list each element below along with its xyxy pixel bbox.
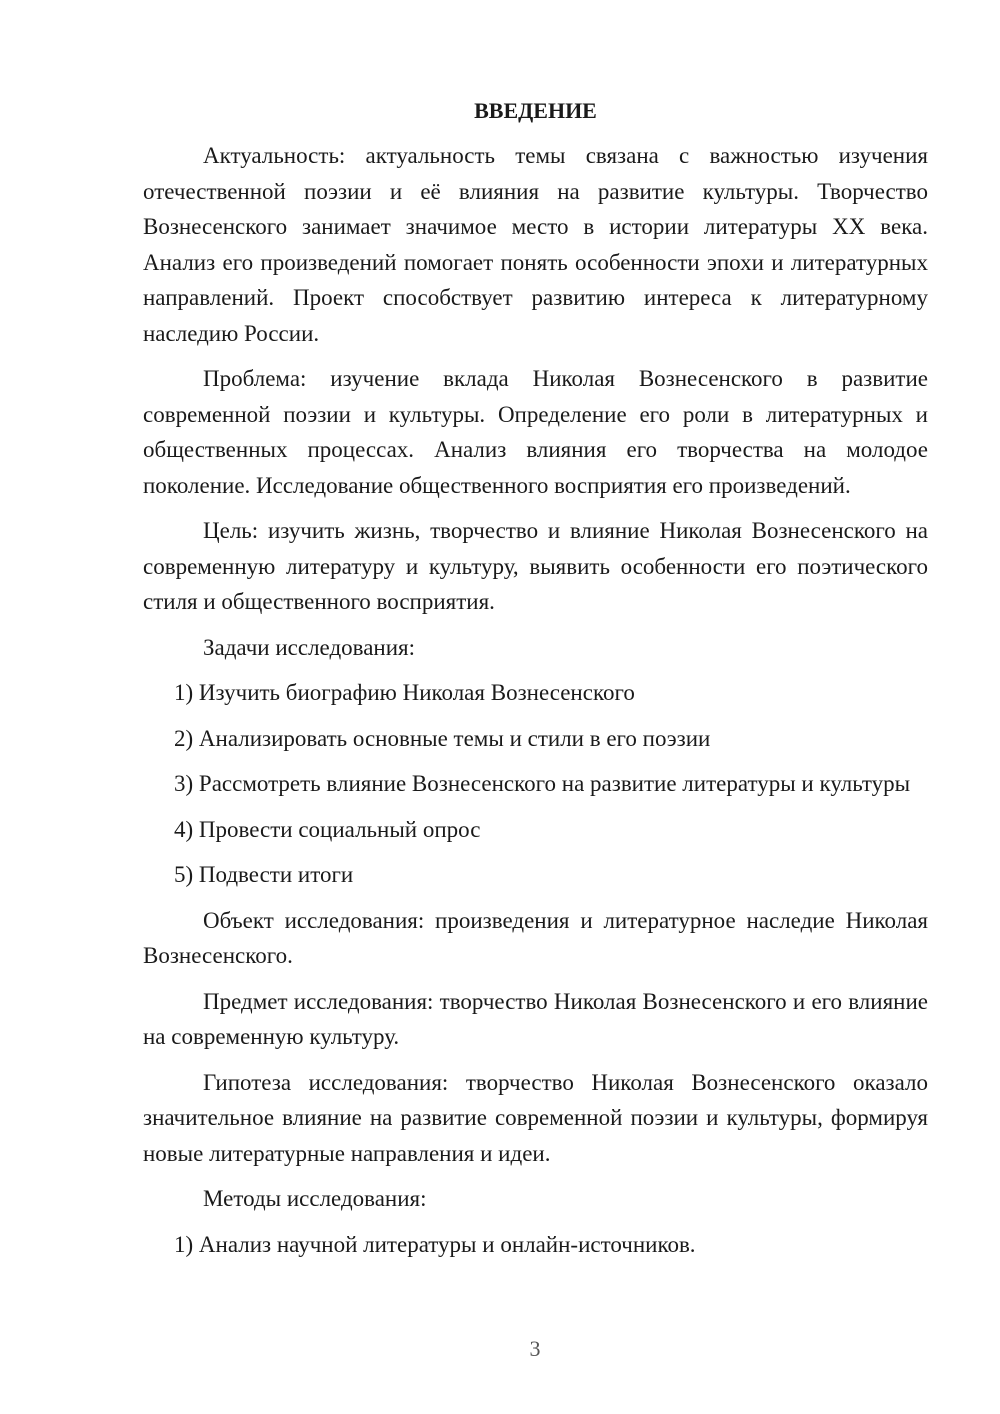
task-item: 2) Анализировать основные темы и стили в его поэзии xyxy=(174,725,711,751)
task-item: 1) Изучить биографию Николая Вознесенского xyxy=(174,680,635,705)
task-item: 5) Подвести итоги xyxy=(174,862,354,887)
object-paragraph: Объект исследования: произведения и литературное наследие Николая Вознесенского. xyxy=(143,907,928,968)
task-item: 4) Провести социальный опрос xyxy=(174,816,481,842)
task-item: 3) Рассмотреть влияние Вознесенского на развитие литературы и культуры xyxy=(174,771,911,796)
page-content xyxy=(143,95,928,1272)
page-number: 3 xyxy=(529,1336,541,1361)
tasks-list xyxy=(143,675,928,893)
methods-heading: Методы исследования: xyxy=(203,1186,427,1211)
goal-paragraph: Цель: изучить жизнь, творчество и влияние Николая Вознесенского на современную литературу и культуру, выявить особенности его поэтического стиля и общественного восприятия. xyxy=(143,518,928,614)
hypothesis-paragraph: Гипотеза исследования: творчество Николая Вознесенского оказало значительное влияние на развитие современной поэзии и культуры, формируя новые литературные направления и идеи. xyxy=(143,1069,928,1166)
relevance-paragraph: Актуальность: актуальность темы связана с важностью изучения отечественной поэзии и её влияния на развитие культуры. Творчество Вознесенского занимает значимое место в истории литературы XX века. Анализ его произведений помогает понять особенности эпохи и литературных направлений. Проект способствует развитию интереса к литературному наследию России. xyxy=(143,143,928,346)
methods-list xyxy=(143,1227,928,1263)
tasks-heading: Задачи исследования: xyxy=(203,634,416,660)
subject-paragraph: Предмет исследования: творчество Николая Вознесенского и его влияние на современную культуру. xyxy=(143,988,928,1049)
problem-paragraph: Проблема: изучение вклада Николая Вознесенского в развитие современной поэзии и культуры. Определение его роли в литературных и общественных процессах. Анализ влияния его творчества на молодое поколение. Исследование общественного восприятия его произведений. xyxy=(143,366,928,498)
method-item: 1) Анализ научной литературы и онлайн-источников. xyxy=(174,1231,696,1257)
section-title: ВВЕДЕНИЕ xyxy=(474,98,597,123)
